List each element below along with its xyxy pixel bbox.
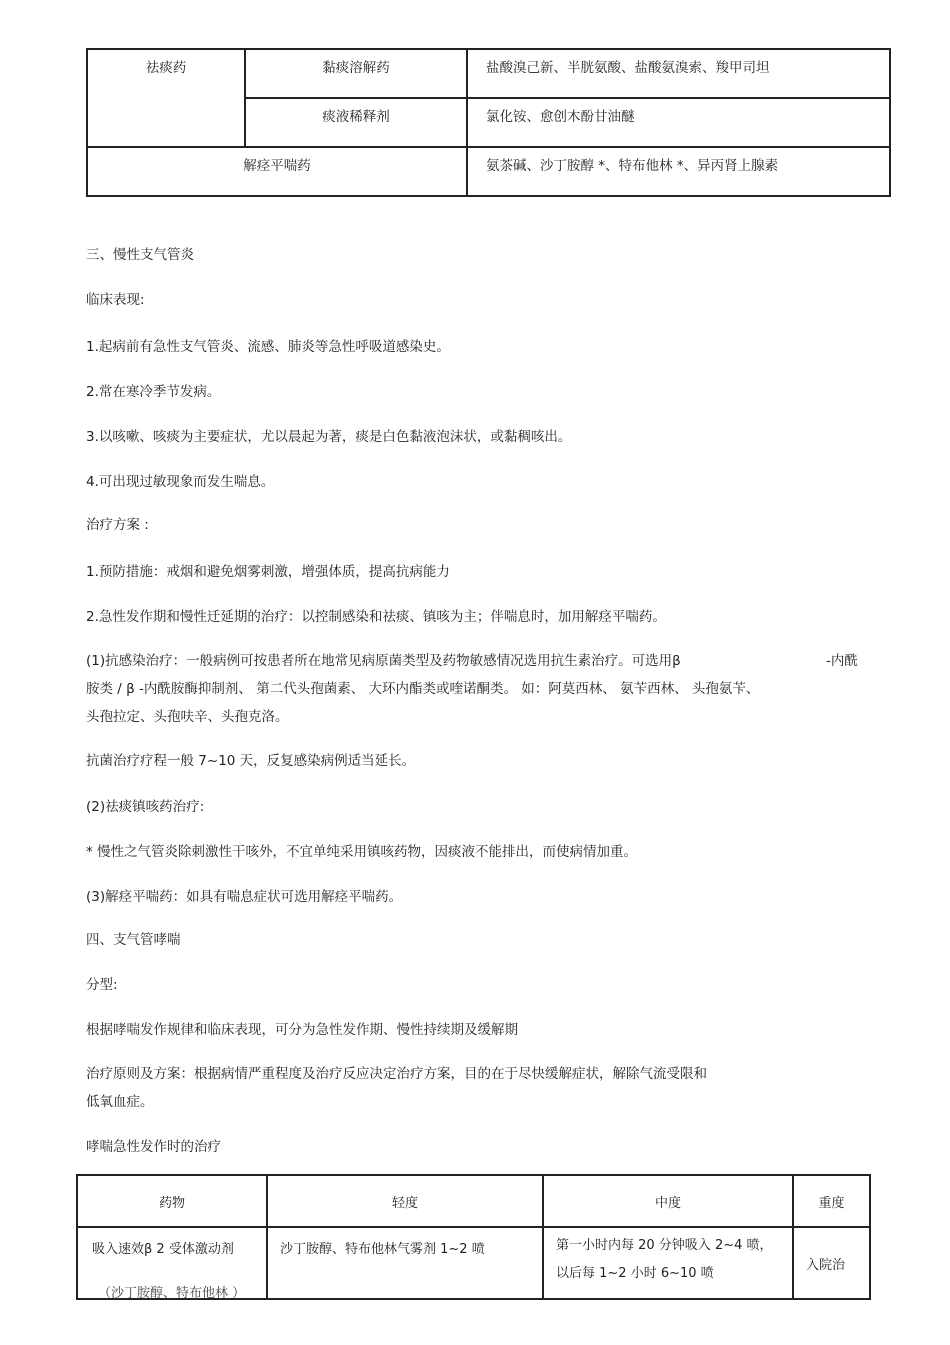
acute-treatment-title: 哮喘急性发作时的治疗 — [86, 1139, 221, 1155]
table1-drugs-diluent: 氯化铵、愈创木酚甘油醚 — [467, 98, 890, 147]
clinical-item-2: 2.常在寒冷季节发病。 — [86, 384, 221, 400]
anti-infection-line-1-end: -内酰 — [826, 653, 858, 669]
clinical-item-4: 4.可出现过敏现象而发生喘息。 — [86, 474, 275, 490]
treatment-item-1: 1.预防措施：戒烟和避免烟雾刺激，增强体质，提高抗病能力 — [86, 564, 450, 580]
table2-drug-line-1: 吸入速效β 2 受体激动剂 — [92, 1242, 234, 1257]
expectorant-treatment: (2)祛痰镇咳药治疗: — [86, 799, 205, 815]
table2-moderate-line-2: 以后每 1~2 小时 6~10 喷 — [556, 1266, 714, 1281]
asthma-acute-treatment-table — [76, 1174, 871, 1300]
table1-category-expectorant: 祛痰药 — [87, 49, 245, 147]
treatment-label: 治疗方案 : — [86, 517, 149, 533]
section4-title: 四、支气管哮喘 — [86, 932, 181, 948]
table2-header-severe: 重度 — [793, 1175, 870, 1227]
clinical-item-3: 3.以咳嗽、咳痰为主要症状，尤以晨起为著，痰是白色黏液泡沫状，或黏稠咳出。 — [86, 429, 572, 445]
treatment-principle-line-1: 治疗原则及方案：根据病情严重程度及治疗反应决定治疗方案，目的在于尽快缓解症状，解除气流受限和 — [86, 1066, 707, 1082]
expectorant-drug-table — [86, 48, 891, 197]
table2-drug-line-2: （沙丁胺醇、特布他林 ） — [98, 1286, 246, 1301]
anti-infection-line-2: 胺类 / β -内酰胺酶抑制剂、 第二代头孢菌素、 大环内酯类或喹诺酮类。 如：阿莫西林、 氨苄西林、 头孢氨苄、 — [86, 681, 760, 697]
antitussive-note: * 慢性之气管炎除刺激性干咳外，不宜单纯采用镇咳药物，因痰液不能排出，而使病情加重。 — [86, 844, 638, 860]
antispasmodic-treatment: (3)解痉平喘药：如具有喘息症状可选用解痉平喘药。 — [86, 889, 403, 905]
table1-subcategory-diluent: 痰液稀释剂 — [245, 98, 467, 147]
table2-moderate-cell — [543, 1227, 793, 1299]
table2-header-mild: 轻度 — [267, 1175, 543, 1227]
table1-drugs-mucolytic: 盐酸溴己新、半胱氨酸、盐酸氨溴索、羧甲司坦 — [467, 49, 890, 98]
table2-drug-cell — [77, 1227, 267, 1299]
table2-header-drug: 药物 — [77, 1175, 267, 1227]
clinical-item-1: 1.起病前有急性支气管炎、流感、肺炎等急性呼吸道感染史。 — [86, 339, 450, 355]
table1-subcategory-mucolytic: 黏痰溶解药 — [245, 49, 467, 98]
treatment-principle-line-2: 低氧血症。 — [86, 1094, 154, 1110]
anti-infection-line-1: (1)抗感染治疗：一般病例可按患者所在地常见病原菌类型及药物敏感情况选用抗生素治疗。可选用β — [86, 653, 681, 669]
table1-category-antiasthmatic: 解痉平喘药 — [87, 147, 467, 196]
treatment-item-2: 2.急性发作期和慢性迁延期的治疗：以控制感染和祛痰、镇咳为主；伴喘息时，加用解痉平喘药。 — [86, 609, 666, 625]
table2-header-moderate: 中度 — [543, 1175, 793, 1227]
section3-title: 三、慢性支气管炎 — [86, 247, 194, 263]
classification-label: 分型: — [86, 977, 118, 993]
table1-drugs-antiasthmatic: 氨茶碱、沙丁胺醇 *、特布他林 *、异丙肾上腺素 — [467, 147, 890, 196]
antibiotic-course: 抗菌治疗疗程一般 7~10 天，反复感染病例适当延长。 — [86, 753, 416, 769]
clinical-label: 临床表现: — [86, 292, 145, 308]
table2-moderate-line-1: 第一小时内每 20 分钟吸入 2~4 喷， — [556, 1238, 773, 1253]
table2-mild-cell: 沙丁胺醇、特布他林气雾剂 1~2 喷 — [267, 1227, 543, 1299]
classification-text: 根据哮喘发作规律和临床表现，可分为急性发作期、慢性持续期及缓解期 — [86, 1022, 518, 1038]
table2-severe-cell: 入院治 — [793, 1227, 870, 1299]
anti-infection-line-3: 头孢拉定、头孢呋辛、头孢克洛。 — [86, 709, 289, 725]
